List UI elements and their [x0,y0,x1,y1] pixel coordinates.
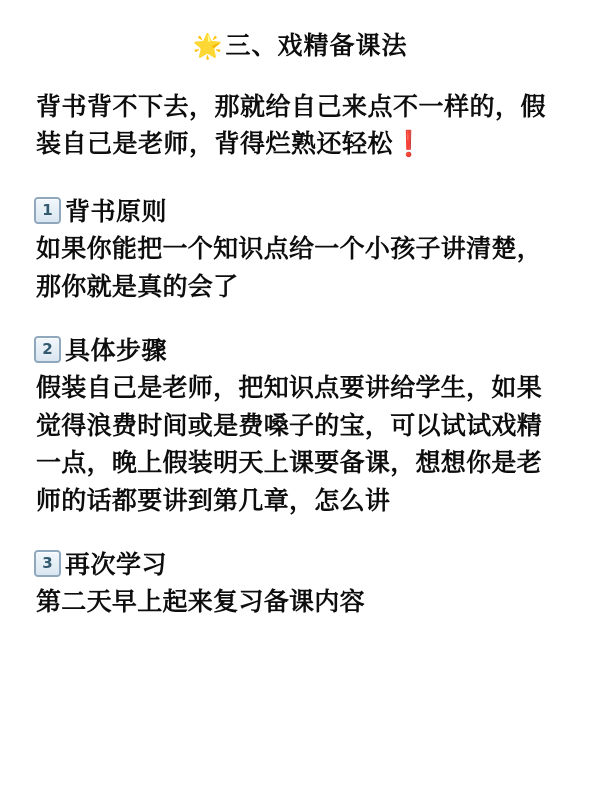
section-1 [34,192,566,305]
section-2-body: 假装自己是老师，把知识点要讲给学生，如果觉得浪费时间或是费嗓子的宝，可以试试戏精一点，晚上假装明天上课要备课，想想你是老师的话都要讲到第几章，怎么讲 [36,373,543,515]
section-3-body: 第二天早上起来复习备课内容 [36,587,365,616]
intro-text: 背书背不下去，那就给自己来点不一样的，假装自己是老师，背得烂熟还轻松 [36,92,547,158]
section-3-heading [34,545,566,581]
section-2-heading [34,331,566,367]
section-number-badge: 3 [34,550,61,577]
intro-paragraph [36,88,566,162]
star-icon: 🌟 [192,32,224,60]
page-title [34,26,566,62]
section-3 [34,545,566,621]
page-title-text: 三、戏精备课法 [225,31,408,60]
section-number-badge: 1 [34,197,61,224]
section-1-body: 如果你能把一个知识点给一个小孩子讲清楚，那你就是真的会了 [36,234,543,301]
section-1-heading [34,192,566,228]
section-1-title: 背书原则 [65,197,168,226]
exclamation-icon: ❗ [393,129,425,158]
section-number-badge: 2 [34,336,61,363]
section-2 [34,331,566,519]
section-3-title: 再次学习 [65,550,168,579]
section-2-title: 具体步骤 [65,336,168,365]
bottom-spacer [34,647,566,737]
